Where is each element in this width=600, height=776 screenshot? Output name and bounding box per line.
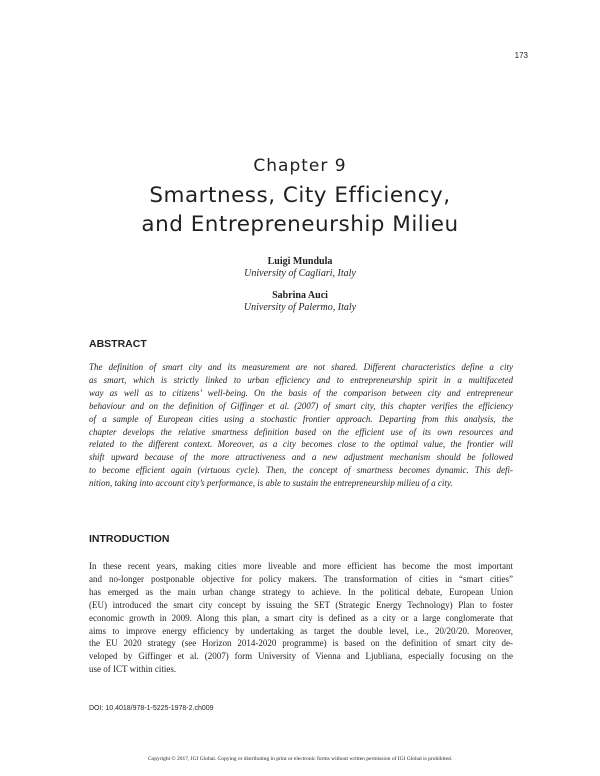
introduction-line: and no-longer postponable objective for policy makers. The transformation of cities in “smart cities” [89, 573, 513, 584]
introduction-line: has emerged as the main urban change strategy to achieve. In the political debate, European Union [89, 586, 513, 597]
author-name: Sabrina Auci [272, 290, 328, 301]
abstract-line: chapter develops the relative smartness definition based on the efficient use of its own resources and [89, 426, 513, 437]
doi: DOI: 10.4018/978-1-5225-1978-2.ch009 [89, 705, 214, 712]
title-line: and Entrepreneurship Milieu [141, 212, 459, 237]
introduction-line: (EU) introduced the smart city concept by issuing the SET (Strategic Energy Technology) Plan to foster [89, 599, 513, 610]
introduction-line: In these recent years, making cities more liveable and more efficient has become the most important [89, 561, 513, 571]
author-name: Luigi Mundula [267, 256, 333, 267]
abstract-line: related to the different context. Moreover, as a city becomes close to the optimal value, the frontier will [89, 439, 513, 450]
abstract-line: The definition of smart city and its measurement are not shared. Different characteristics define a city [89, 362, 513, 372]
abstract-line: as smart, which is strictly linked to urban efficiency and to entrepreneurship spirit in a multifaceted [89, 374, 513, 385]
chapter-title [40, 181, 560, 239]
introduction-heading: INTRODUCTION [89, 533, 170, 545]
introduction-line: veloped by Giffinger et al. (2007) form University of Vienna and Ljubliana, especially focusing on the [89, 651, 513, 662]
introduction-text [89, 560, 513, 676]
abstract-line: nition, taking into account city’s performance, is able to sustain the entrepreneurship milieu of a city. [89, 478, 453, 489]
introduction-line: aims to improve energy efficiency by undertaking as target the double level, i.e., 20/20/20. Moreover, [89, 625, 513, 636]
chapter-label: Chapter 9 [253, 156, 347, 176]
title-line: Smartness, City Efficiency, [149, 183, 451, 208]
author-block [0, 256, 600, 280]
abstract-text [89, 361, 513, 490]
page-number: 173 [514, 51, 528, 60]
abstract-line: behaviour and on the definition of Giffinger et al. (2007) of smart city, this chapter verifies the efficiency [89, 400, 513, 411]
abstract-line: way as well as to citizens’ well-being. On the basis of the comparison between city and entrepreneur [89, 387, 513, 398]
abstract-heading: ABSTRACT [89, 338, 147, 350]
introduction-line: use of ICT within cities. [89, 664, 177, 675]
author-block [0, 290, 600, 314]
author-affiliation: University of Cagliari, Italy [244, 268, 356, 279]
abstract-line: to become efficient again (virtuous cycle). Then, the concept of smartness becomes dynamic. This defi- [89, 465, 513, 476]
copyright-footer: Copyright © 2017, IGI Global. Copying or distributing in print or electronic forms without written permission of IGI Global is prohibited. [147, 756, 453, 762]
introduction-line: the EU 2020 strategy (see Horizon 2014-2020 programme) is based on the definition of smart city de- [89, 638, 513, 649]
introduction-line: economic growth in 2009. Along this plan, a smart city is defined as a city or a large conglomerate that [89, 612, 513, 623]
abstract-line: shift upward because of the more attractiveness and a new adjustment mechanism should be followed [89, 452, 513, 463]
author-affiliation: University of Palermo, Italy [243, 302, 357, 313]
abstract-line: of a sample of European cities using a stochastic frontier approach. Departing from this analysis, the [89, 413, 513, 424]
